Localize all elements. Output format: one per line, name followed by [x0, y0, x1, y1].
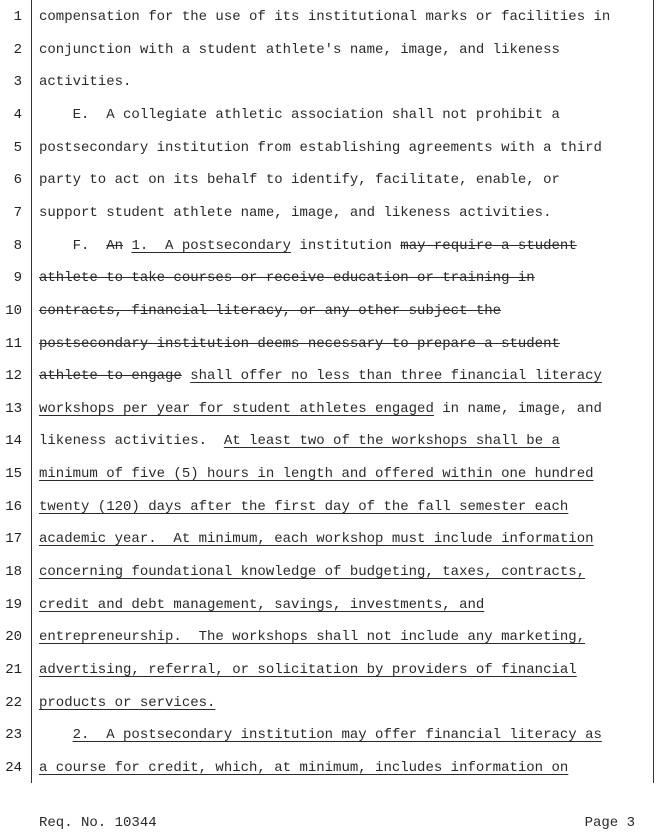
inserted-text: a course for credit, which, at minimum, includes information on: [39, 759, 569, 776]
line-number: 16: [5, 498, 22, 515]
inserted-text: advertising, referral, or solicitation by providers of financial: [39, 662, 577, 678]
line-number: 20: [5, 629, 22, 646]
line-text: [39, 335, 560, 353]
line-text: [39, 759, 568, 777]
inserted-text: 1. A postsecondary: [131, 237, 292, 254]
line-number: 24: [5, 759, 22, 776]
line-number: 5: [13, 139, 22, 156]
existing-text: in name, image, and: [433, 400, 602, 417]
line-text: [39, 530, 594, 548]
struck-text: athlete to engage: [39, 368, 182, 385]
bill-line: [0, 367, 666, 399]
line-text: [39, 465, 594, 483]
bill-line: [0, 139, 666, 171]
line-number: 1: [13, 9, 22, 25]
bill-line: [0, 73, 666, 105]
line-text: [39, 73, 131, 91]
bill-line: [0, 726, 666, 758]
existing-text: compensation for the use of its institutional marks or facilities in: [39, 9, 611, 25]
line-text: [39, 498, 568, 516]
bill-line: [0, 694, 666, 726]
line-text: [39, 41, 560, 59]
bill-line: [0, 628, 666, 660]
line-text: [39, 171, 560, 189]
inserted-text: workshops per year for student athletes engaged: [39, 400, 434, 417]
line-number: 6: [13, 172, 22, 189]
line-text: [39, 8, 610, 26]
line-number: 22: [5, 694, 22, 711]
existing-text: postsecondary institution from establishing agreements with a third: [39, 139, 602, 156]
line-text: [39, 139, 602, 157]
line-number: 15: [5, 466, 22, 483]
bill-line: [0, 432, 666, 464]
line-number: 2: [13, 41, 22, 58]
line-text: [39, 596, 484, 614]
request-number: Req. No. 10344: [39, 815, 157, 831]
bill-line: [0, 41, 666, 73]
bill-line: [0, 269, 666, 301]
line-number: 4: [13, 106, 22, 123]
struck-text: may require a student: [400, 237, 577, 254]
inserted-text: concerning foundational knowledge of budgeting, taxes, contracts,: [39, 564, 586, 581]
line-text: [39, 694, 215, 712]
page-number: Page 3: [584, 815, 635, 831]
line-number: 11: [5, 335, 22, 352]
bill-line: [0, 335, 666, 367]
line-number: 18: [5, 564, 22, 581]
line-number: 8: [13, 237, 22, 254]
bill-line: [0, 498, 666, 530]
struck-text: athlete to take courses or receive education or training in: [39, 270, 535, 287]
line-text: [39, 661, 577, 679]
line-text: [39, 204, 551, 222]
line-text: [39, 400, 602, 418]
inserted-text: minimum of five (5) hours in length and offered within one hundred: [39, 466, 594, 483]
bill-line: [0, 204, 666, 236]
inserted-text: products or services.: [39, 694, 216, 711]
line-text: [39, 106, 560, 124]
bill-line: [0, 400, 666, 432]
bill-line: [0, 759, 666, 791]
existing-text: party to act on its behalf to identify, facilitate, enable, or: [39, 172, 560, 189]
line-number: 23: [5, 727, 22, 744]
existing-text: [39, 727, 73, 743]
line-number: 9: [13, 270, 22, 287]
bill-line: [0, 563, 666, 595]
existing-text: conjunction with a student athlete's name, image, and likeness: [39, 41, 560, 58]
line-number: 17: [5, 531, 22, 548]
existing-text: likeness activities.: [39, 433, 224, 450]
line-text: [39, 726, 602, 744]
line-text: [39, 367, 602, 385]
line-text: [39, 563, 585, 581]
inserted-text: twenty (120) days after the first day of the fall semester each: [39, 498, 569, 515]
bill-line: [0, 302, 666, 334]
existing-text: [182, 368, 190, 384]
line-number: 12: [5, 368, 22, 385]
inserted-text: credit and debt management, savings, investments, and: [39, 596, 485, 613]
line-number: 19: [5, 596, 22, 613]
existing-text: institution: [291, 237, 401, 254]
bill-line: [0, 171, 666, 203]
line-number: 3: [13, 74, 22, 91]
existing-text: F.: [39, 237, 107, 254]
inserted-text: 2. A postsecondary institution may offer financial literacy as: [72, 727, 602, 744]
inserted-text: entrepreneurship. The workshops shall not include any marketing,: [39, 629, 586, 646]
inserted-text: At least two of the workshops shall be a: [223, 433, 560, 450]
existing-text: activities.: [39, 74, 132, 91]
line-number: 13: [5, 400, 22, 417]
bill-line: [0, 465, 666, 497]
bill-line: [0, 8, 666, 40]
struck-text: contracts, financial literacy, or any other subject the: [39, 302, 502, 319]
line-number: 14: [5, 433, 22, 450]
line-number: 7: [13, 204, 22, 221]
line-text: [39, 432, 560, 450]
inserted-text: academic year. At minimum, each workshop must include information: [39, 531, 594, 548]
line-text: [39, 302, 501, 320]
existing-text: support student athlete name, image, and likeness activities.: [39, 204, 552, 221]
inserted-text: shall offer no less than three financial literacy: [190, 368, 602, 385]
bill-line: [0, 596, 666, 628]
line-number: 21: [5, 662, 22, 678]
bill-line: [0, 661, 666, 693]
bill-line: [0, 530, 666, 562]
bill-line: [0, 106, 666, 138]
line-text: [39, 269, 535, 287]
struck-text: An: [106, 237, 124, 254]
struck-text: postsecondary institution deems necessary to prepare a student: [39, 335, 560, 352]
existing-text: E. A collegiate athletic association shall not prohibit a: [39, 106, 560, 123]
line-number: 10: [5, 302, 22, 319]
line-text: [39, 237, 577, 255]
line-text: [39, 628, 585, 646]
bill-line: [0, 237, 666, 269]
